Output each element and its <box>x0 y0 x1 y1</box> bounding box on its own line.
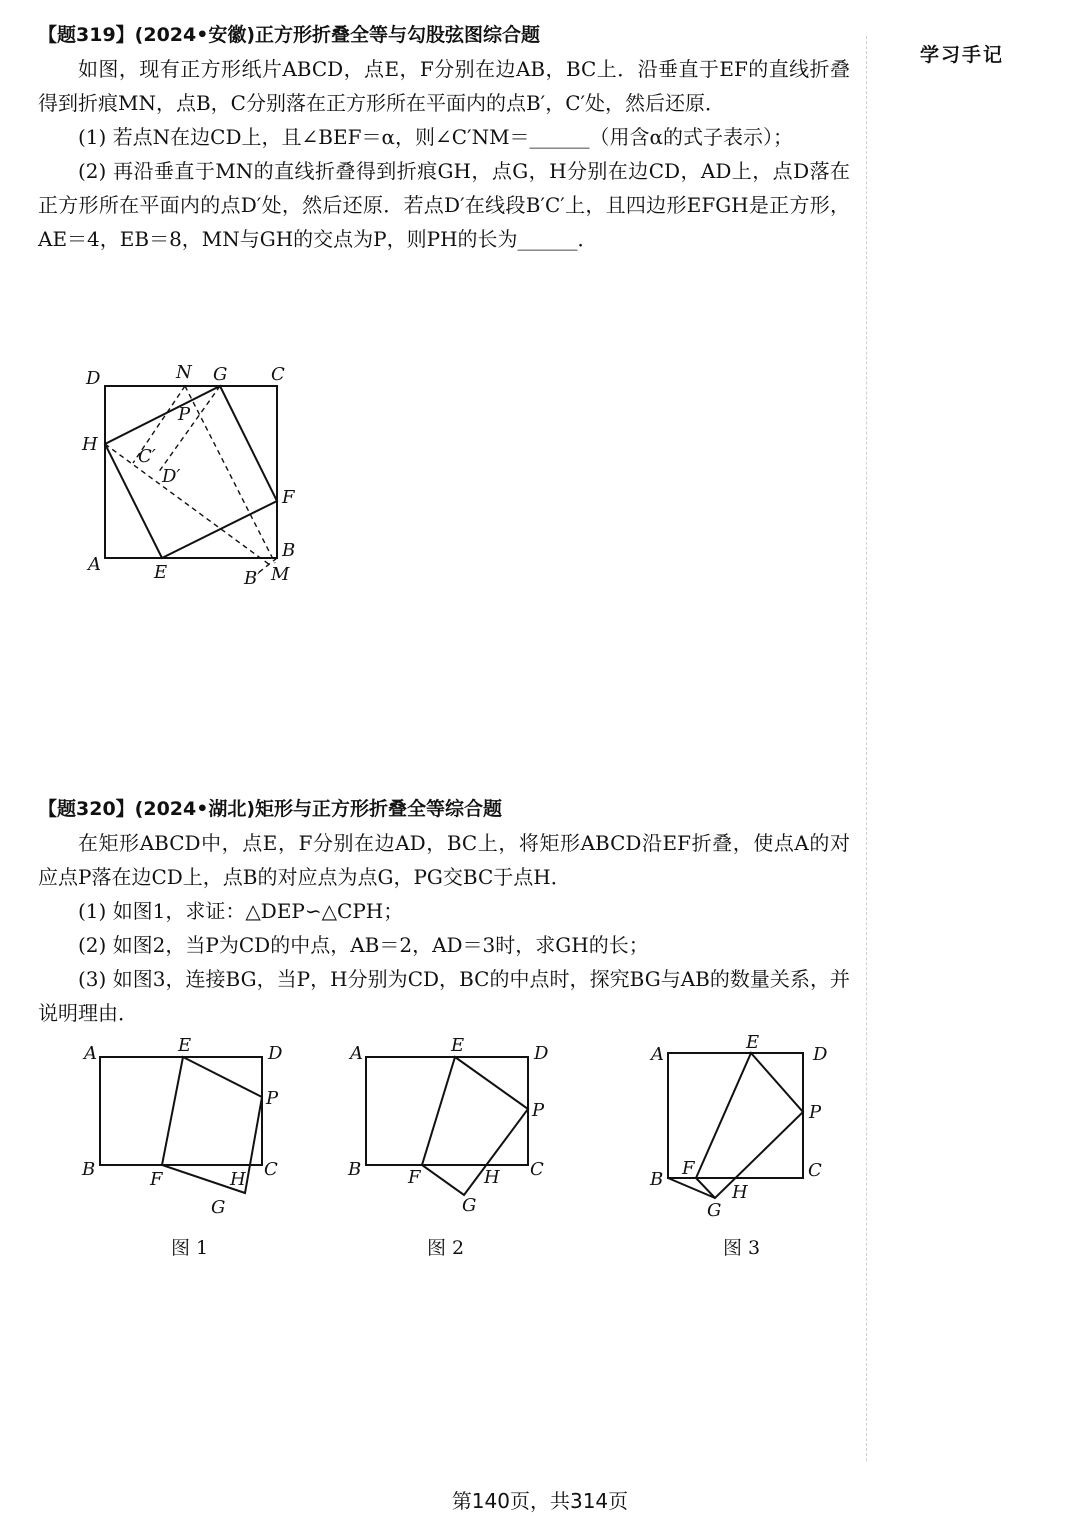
label-D: D <box>268 1043 283 1064</box>
q320-part3: (3) 如图3，连接BG，当P，H分别为CD，BC的中点时，探究BG与AB的数量关系，并说明理由． <box>38 967 850 1025</box>
label-A: A <box>84 1043 97 1064</box>
fold-line-2 <box>158 386 220 473</box>
label-D-prime: D′ <box>162 466 181 487</box>
figure-1-caption: 图 1 <box>171 1237 209 1259</box>
label-F: F <box>682 1158 695 1179</box>
label-C: C <box>264 1159 278 1180</box>
label-C: C <box>271 364 285 385</box>
study-notes-title: 学习手记 <box>920 44 1005 66</box>
crease-gh <box>105 444 270 565</box>
q320-figure-3 <box>645 1030 855 1229</box>
q319-header: 【题319】(2024•安徽)正方形折叠全等与勾股弦图综合题 <box>38 24 541 46</box>
label-E: E <box>154 562 168 583</box>
label-P: P <box>532 1100 545 1121</box>
q319-intro: 如图，现有正方形纸片ABCD，点E，F分别在边AB，BC上．沿垂直于EF的直线折叠得到折痕MN，点B，C分别落在正方形所在平面内的点B′，C′处，然后还原． <box>38 57 850 115</box>
label-E: E <box>178 1035 192 1056</box>
square-abcd <box>105 386 277 558</box>
figure-3-caption: 图 3 <box>723 1237 761 1259</box>
label-B-prime: B′ <box>244 568 262 589</box>
square-efgh <box>105 386 277 558</box>
label-D: D <box>534 1043 549 1064</box>
q320-figure-2 <box>344 1035 564 1224</box>
segment-bg <box>668 1178 715 1198</box>
label-H: H <box>82 434 98 455</box>
q320-intro: 在矩形ABCD中，点E，F分别在边AD，BC上，将矩形ABCD沿EF折叠，使点A的对应点P落在边CD上，点B的对应点为点G，PG交BC于点H． <box>38 831 850 889</box>
question-319 <box>38 18 850 256</box>
q320-header: 【题320】(2024•湖北)矩形与正方形折叠全等综合题 <box>38 798 503 820</box>
question-320 <box>38 792 850 1030</box>
label-E: E <box>451 1035 465 1056</box>
label-B: B <box>82 1159 96 1180</box>
label-A: A <box>651 1044 664 1065</box>
rect-abcd <box>100 1057 262 1165</box>
q320-part1: (1) 如图1，求证：△DEP∽△CPH； <box>78 899 404 923</box>
label-H: H <box>732 1182 748 1203</box>
label-M: M <box>271 564 290 585</box>
label-P: P <box>809 1102 822 1123</box>
label-C: C <box>808 1160 822 1181</box>
fold-efgp <box>162 1057 262 1193</box>
label-B: B <box>348 1159 362 1180</box>
label-F: F <box>408 1167 421 1188</box>
label-H: H <box>230 1169 246 1190</box>
label-B: B <box>650 1169 664 1190</box>
page-footer: 第140页，共314页 <box>451 1489 629 1513</box>
label-B: B <box>282 540 296 561</box>
rect-abcd <box>366 1057 528 1165</box>
label-F: F <box>282 487 295 508</box>
fold-efgp <box>696 1053 803 1198</box>
label-C: C <box>530 1159 544 1180</box>
label-D: D <box>813 1044 828 1065</box>
label-P: P <box>266 1088 279 1109</box>
label-H: H <box>484 1167 500 1188</box>
label-C-prime: C′ <box>138 446 156 467</box>
label-A: A <box>350 1043 363 1064</box>
label-N: N <box>176 362 192 383</box>
label-A: A <box>88 554 101 575</box>
label-P: P <box>178 404 191 425</box>
label-G: G <box>707 1200 722 1221</box>
notes-divider <box>866 36 867 1461</box>
q319-part2: (2) 再沿垂直于MN的直线折叠得到折痕GH，点G，H分别在边CD，AD上，点D落在正方形所在平面内的点D′处，然后还原．若点D′在线段B′C′上，且四边形EFGH是正方形，AE＝4，EB＝8，MN与GH的交点为P，则PH的长为______． <box>38 159 850 251</box>
figure-2-caption: 图 2 <box>427 1237 465 1259</box>
label-G: G <box>211 1197 226 1218</box>
fold-efgp <box>422 1057 528 1195</box>
label-G: G <box>213 364 228 385</box>
label-G: G <box>462 1195 477 1216</box>
label-D: D <box>86 368 101 389</box>
label-F: F <box>150 1169 163 1190</box>
q319-part1: (1) 若点N在边CD上，且∠BEF＝α，则∠C′NM＝______（用含α的式子表示）； <box>78 125 794 149</box>
q319-figure <box>78 358 318 602</box>
q320-figure-1 <box>78 1035 298 1224</box>
label-E: E <box>746 1032 760 1053</box>
q320-part2: (2) 如图2，当P为CD的中点，AB＝2，AD＝3时，求GH的长； <box>78 933 649 957</box>
